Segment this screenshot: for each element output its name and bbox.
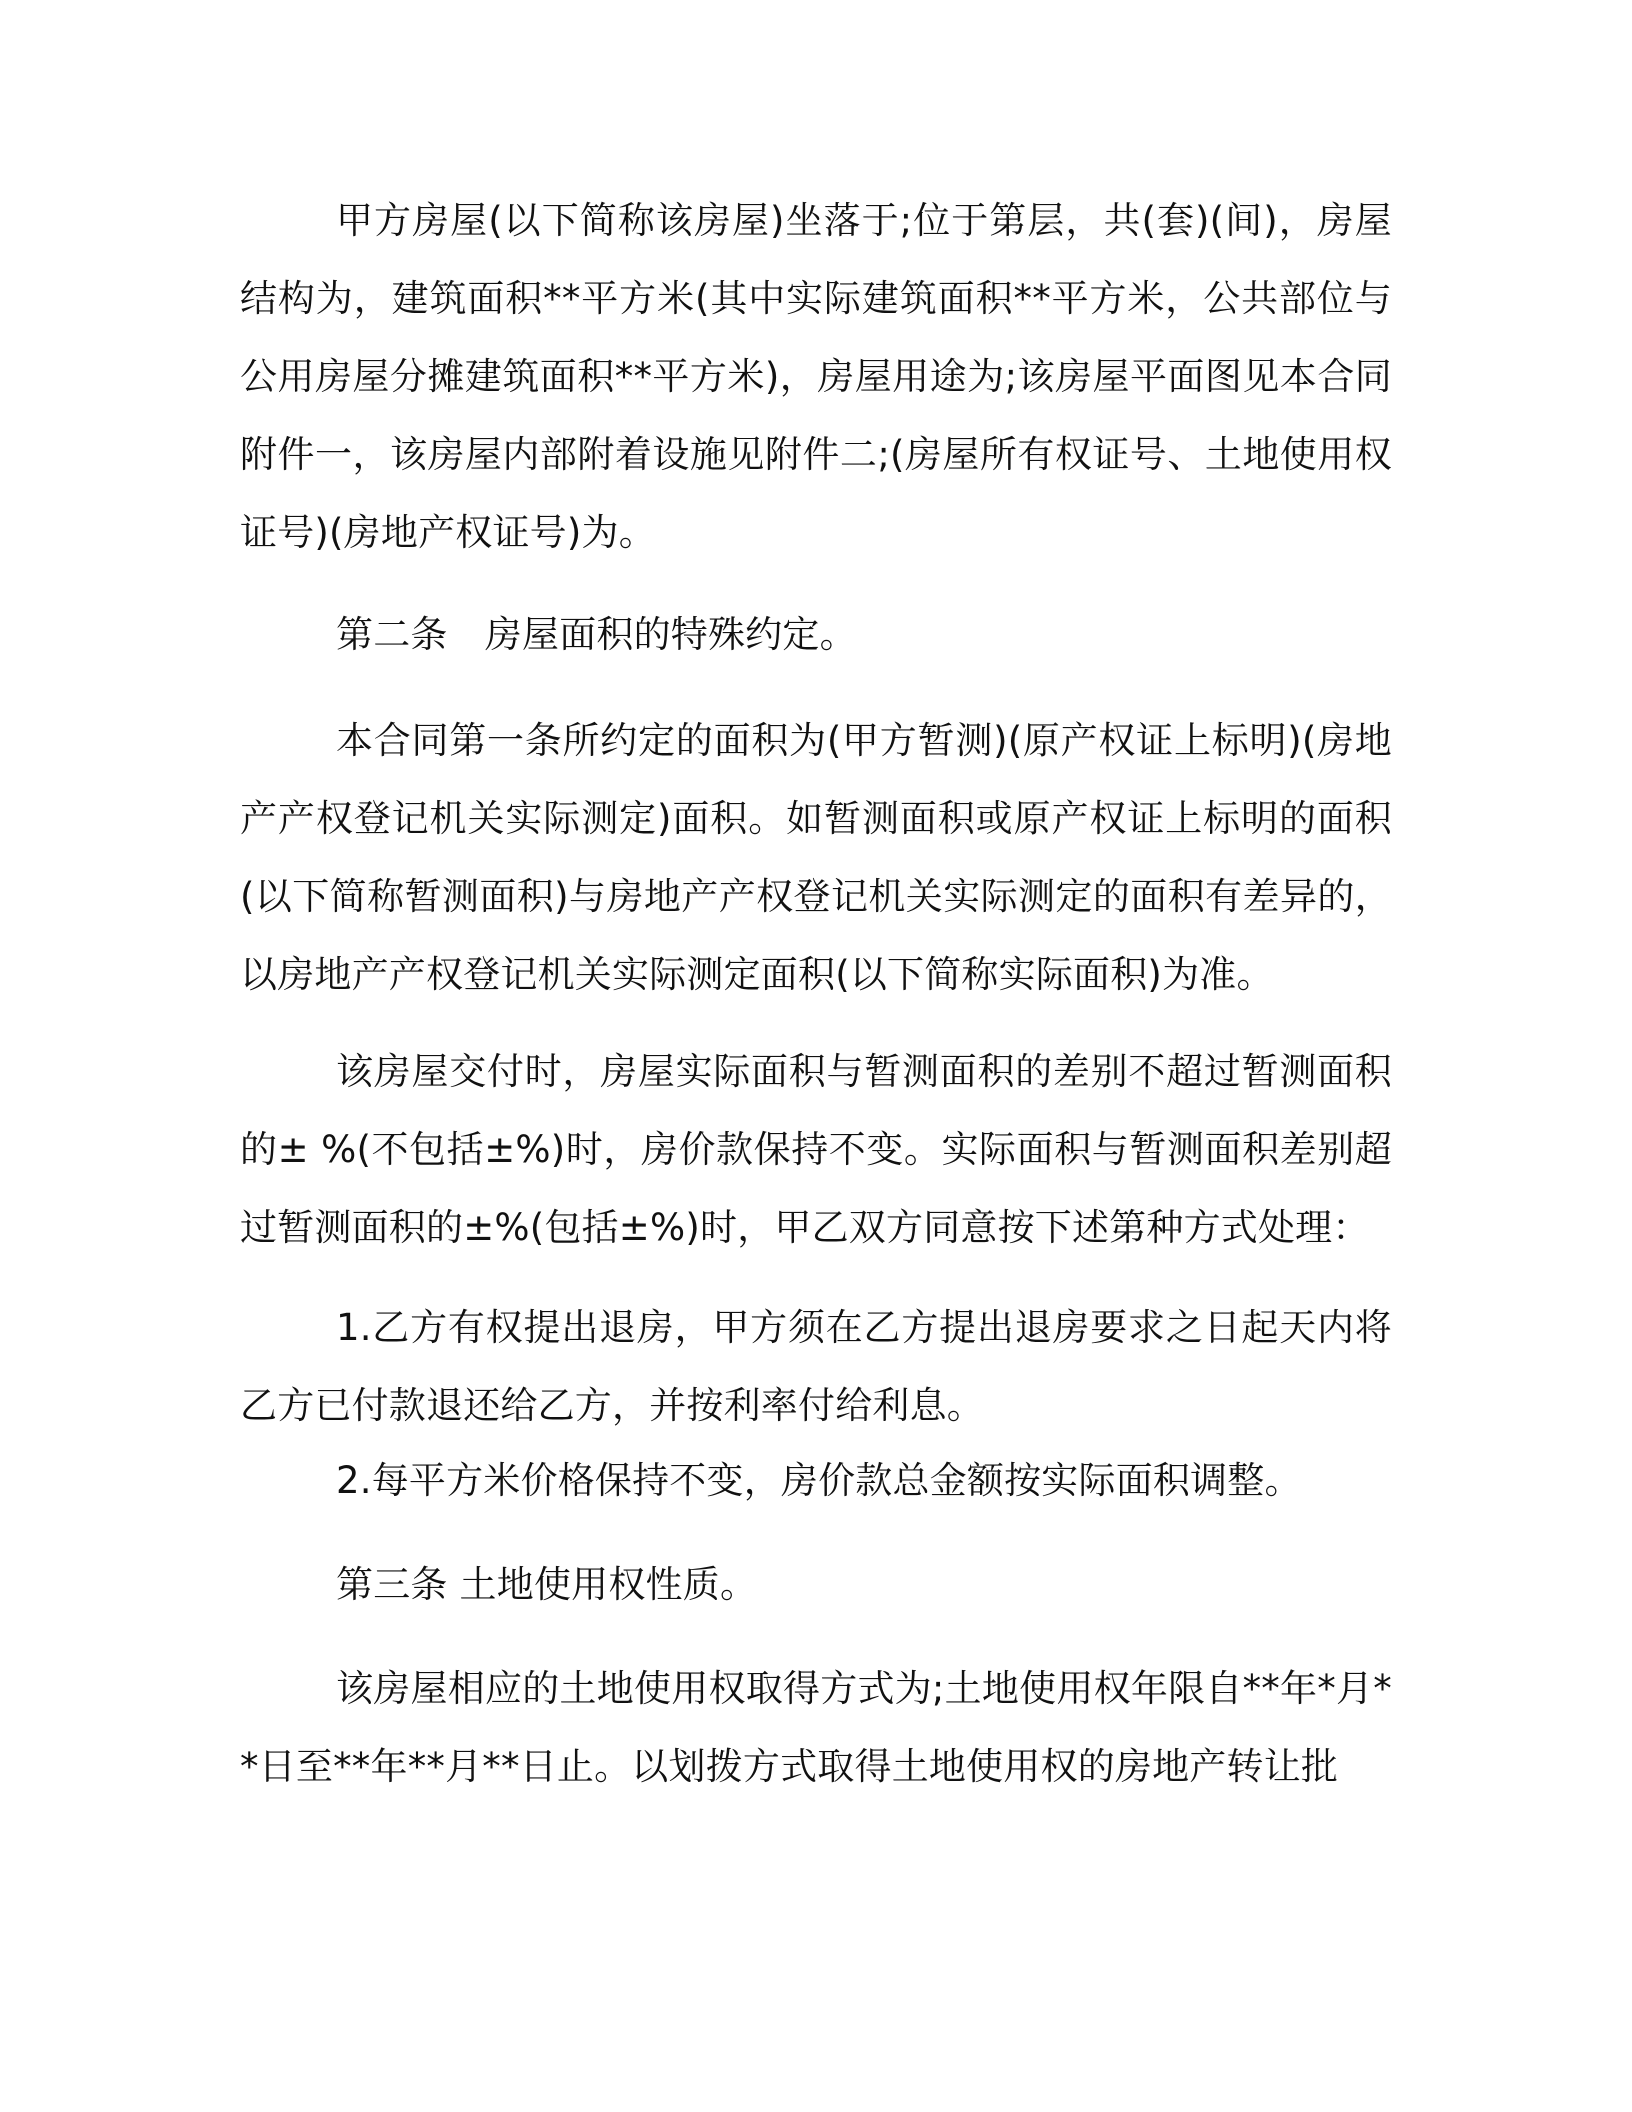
paragraph-land-use-rights: 该房屋相应的土地使用权取得方式为;土地使用权年限自**年*月**日至**年**月**日止。以划拨方式取得土地使用权的房地产转让批 <box>240 1667 1392 1788</box>
paragraph-option-two: 2.每平方米价格保持不变，房价款总金额按实际面积调整。 <box>336 1459 1302 1502</box>
paragraph-area-difference: 该房屋交付时，房屋实际面积与暂测面积的差别不超过暂测面积的± %(不包括±%)时，房价款保持不变。实际面积与暂测面积差别超过暂测面积的±%(包括±%)时，甲乙双方同意按下述第种方式处理： <box>240 1050 1392 1249</box>
paragraph-option-one: 1.乙方有权提出退房，甲方须在乙方提出退房要求之日起天内将乙方已付款退还给乙方，并按利率付给利息。 <box>240 1306 1392 1427</box>
paragraph-area-agreement: 本合同第一条所约定的面积为(甲方暂测)(原产权证上标明)(房地产产权登记机关实际测定)面积。如暂测面积或原产权证上标明的面积(以下简称暂测面积)与房地产产权登记机关实际测定的面积有差异的，以房地产产权登记机关实际测定面积(以下简称实际面积)为准。 <box>240 719 1392 996</box>
heading-article-two: 第二条 房屋面积的特殊约定。 <box>336 613 857 656</box>
paragraph-property-location: 甲方房屋(以下简称该房屋)坐落于;位于第层，共(套)(间)，房屋结构为，建筑面积**平方米(其中实际建筑面积**平方米，公共部位与公用房屋分摊建筑面积**平方米)，房屋用途为;该房屋平面图见本合同附件一，该房屋内部附着设施见附件二;(房屋所有权证号、土地使用权证号)(房地产权证号)为。 <box>240 199 1392 554</box>
heading-article-three: 第三条 土地使用权性质。 <box>336 1563 758 1606</box>
